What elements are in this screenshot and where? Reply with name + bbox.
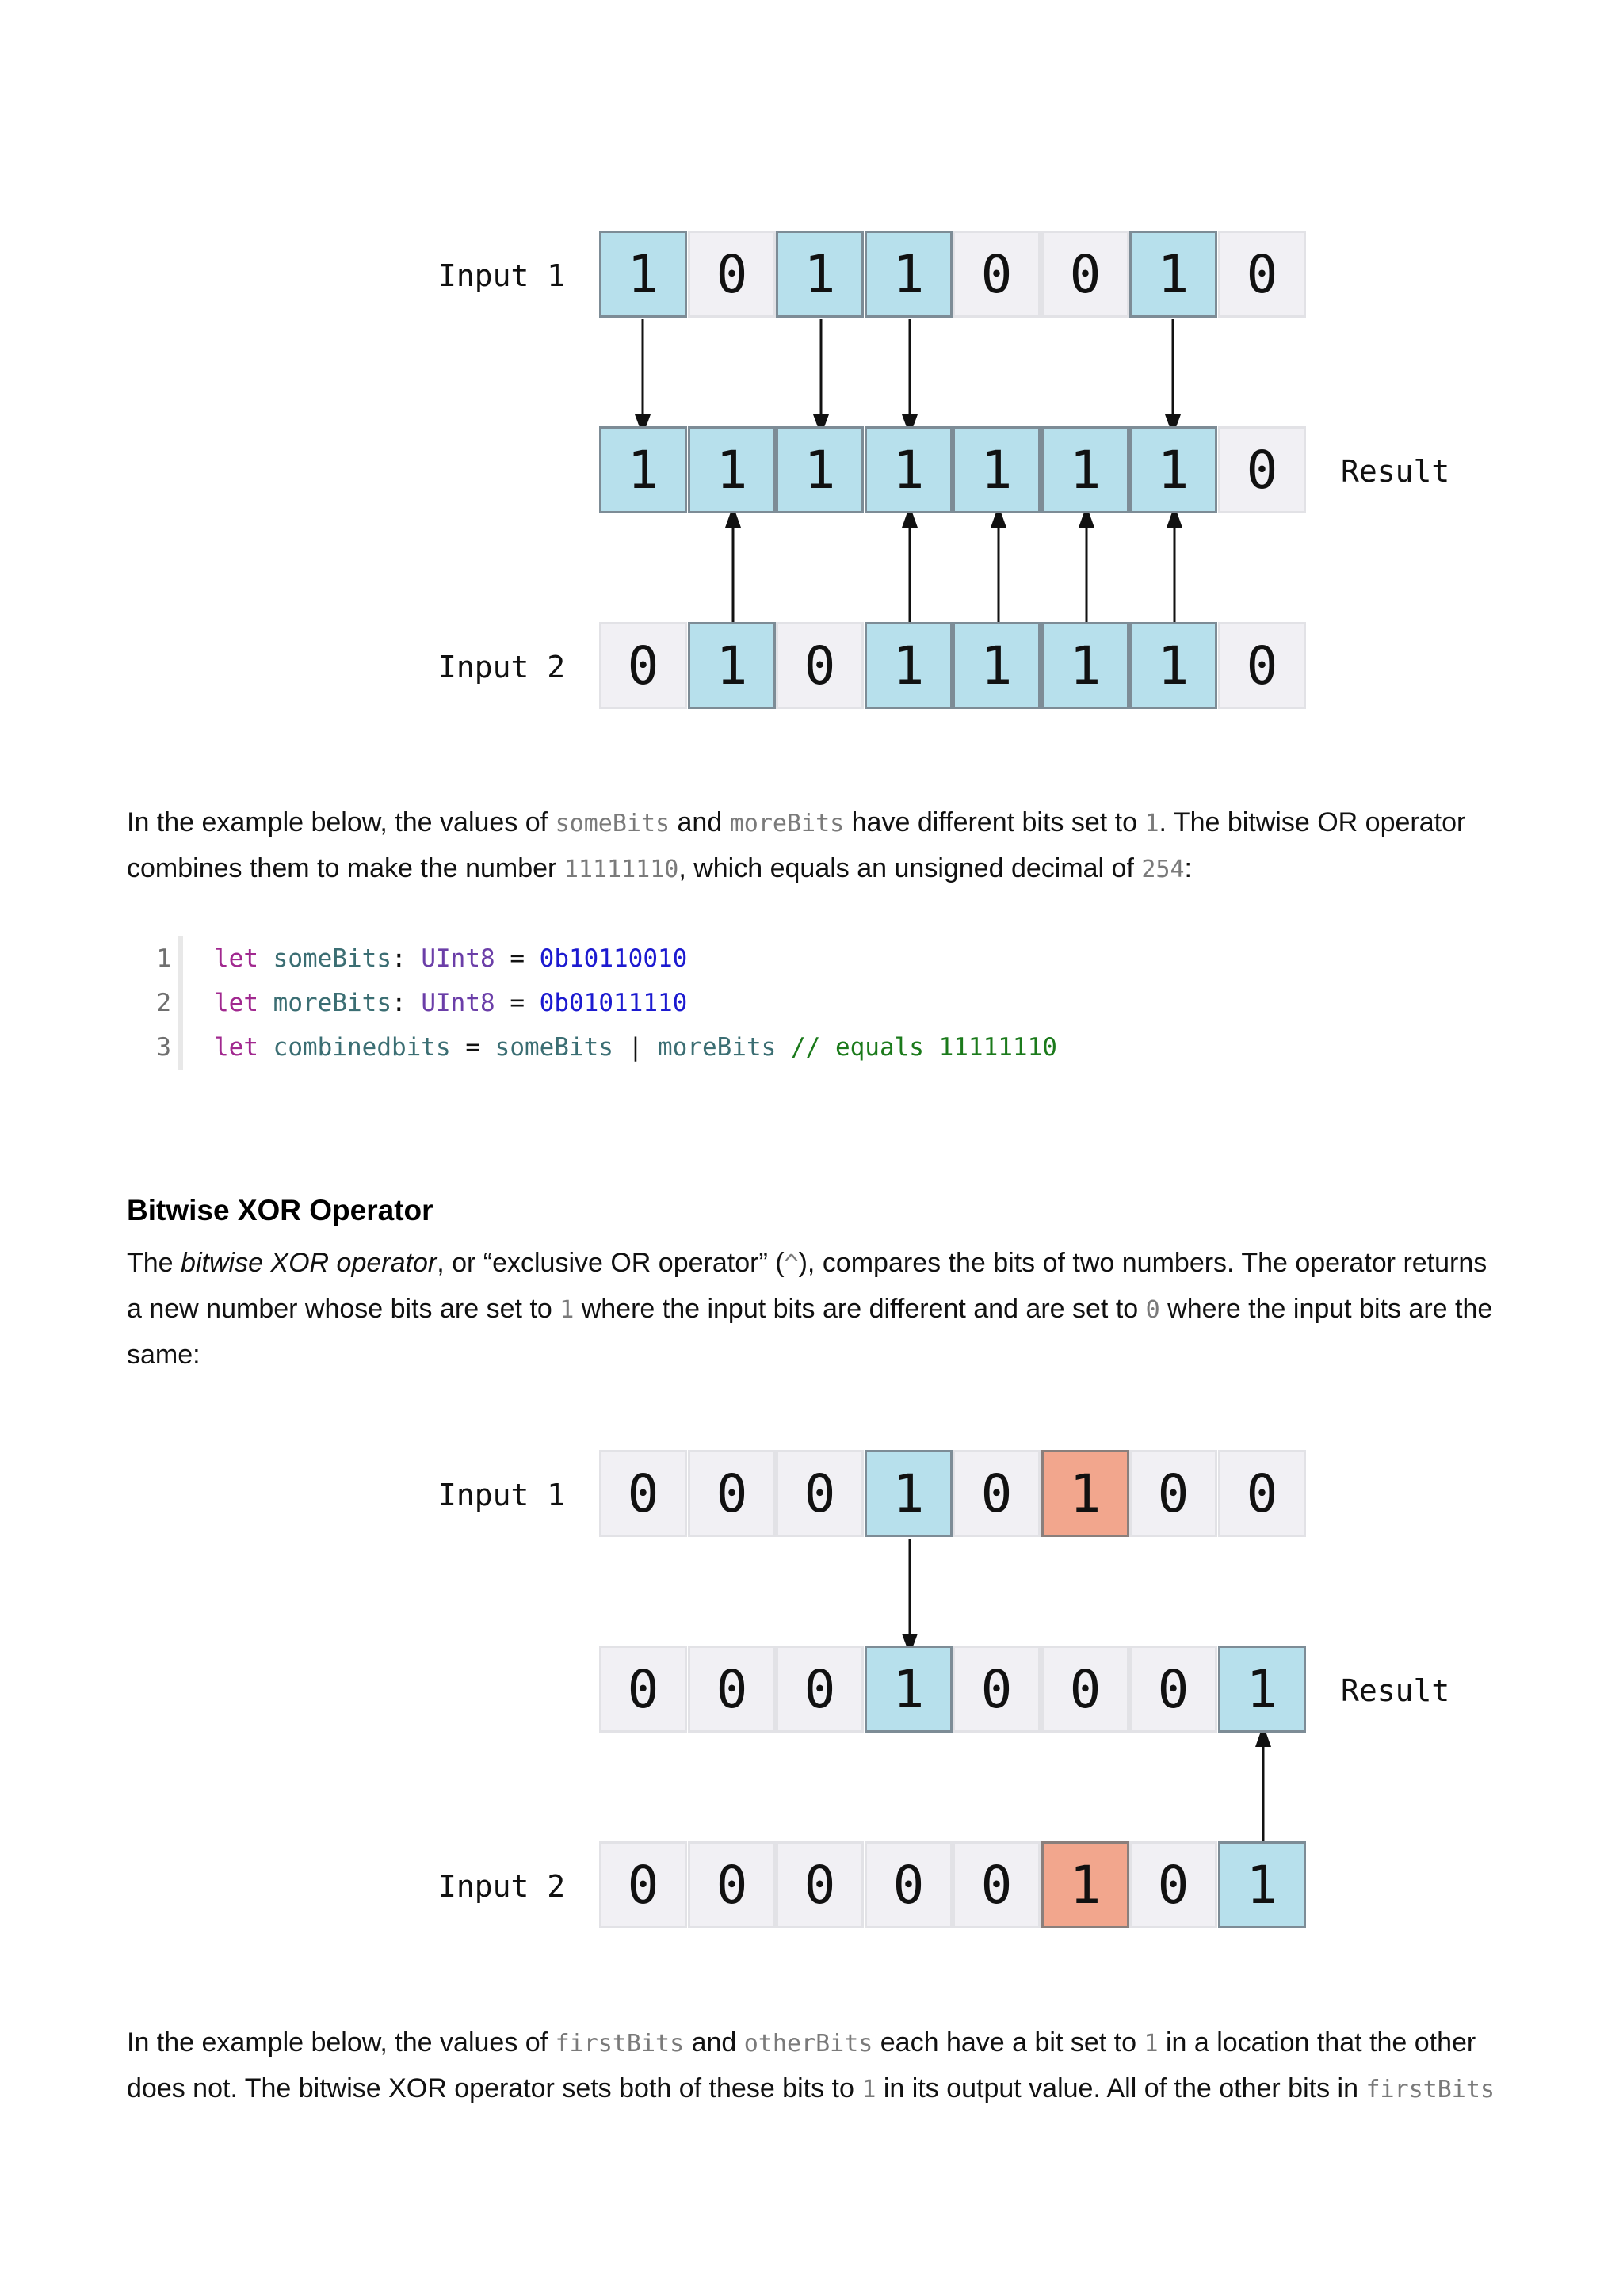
line-number: 3 — [156, 1033, 171, 1062]
bit-cell: 1 — [776, 426, 864, 513]
bit-cell: 1 — [1129, 426, 1217, 513]
text: The — [127, 1248, 181, 1278]
bit-cell: 1 — [865, 231, 953, 318]
bit-cell: 1 — [1041, 622, 1129, 709]
bit-cell: 1 — [1129, 622, 1217, 709]
inline-code: 11111110 — [563, 856, 679, 883]
bit-cell: 0 — [953, 1450, 1041, 1537]
bit-cell: 1 — [1041, 1841, 1129, 1928]
text: : — [1184, 853, 1192, 883]
code-comment: // equals 11111110 — [790, 1033, 1057, 1062]
operator: = — [510, 944, 525, 973]
inline-code: 1 — [1144, 810, 1159, 837]
bit-cell: 1 — [953, 622, 1041, 709]
inline-code: someBits — [555, 810, 670, 837]
bit-cell: 0 — [953, 231, 1041, 318]
bit-cell: 0 — [688, 1841, 776, 1928]
identifier: someBits — [495, 1033, 613, 1062]
bit-cell: 0 — [953, 1841, 1041, 1928]
operator: = — [465, 1033, 480, 1062]
bit-cell: 0 — [1129, 1646, 1217, 1733]
result-label: Result — [1341, 1673, 1450, 1708]
number-literal: 0b01011110 — [539, 989, 688, 1017]
code-block — [143, 936, 1331, 1070]
emphasis: bitwise XOR operator — [181, 1248, 437, 1278]
input1-label: Input 1 — [438, 1478, 566, 1512]
text: where the input bits are different and are set to — [574, 1294, 1146, 1324]
text: in its output value. All of the other bits in — [876, 2073, 1366, 2103]
text: and — [670, 807, 730, 837]
bit-cell: 0 — [599, 1841, 687, 1928]
inline-code: 0 — [1145, 1296, 1160, 1324]
punctuation: : — [391, 944, 407, 973]
input2-label: Input 2 — [438, 1869, 566, 1904]
result-label: Result — [1341, 454, 1450, 489]
bit-cell: 0 — [1218, 1450, 1306, 1537]
bit-cell: 0 — [865, 1841, 953, 1928]
bit-cell: 0 — [1218, 426, 1306, 513]
bit-cell: 0 — [776, 622, 864, 709]
keyword: let — [214, 989, 258, 1017]
bit-cell: 0 — [776, 1450, 864, 1537]
xor-example-paragraph — [127, 2020, 1506, 2112]
input1-label: Input 1 — [438, 258, 566, 293]
bit-cell: 1 — [953, 426, 1041, 513]
bitwise-xor-diagram — [0, 1433, 1623, 1924]
text: ), compares the bits of two numbers. The operator returns a new number whose bits are set to — [127, 1248, 1487, 1324]
bit-cell: 1 — [1218, 1841, 1306, 1928]
text: in a location that the other does not. The bitwise XOR operator sets both of these bits to — [127, 2027, 1476, 2103]
inline-code: 254 — [1141, 856, 1185, 883]
text: , or “exclusive OR operator” ( — [437, 1248, 785, 1278]
punctuation: : — [391, 989, 407, 1017]
inline-code: 1 — [559, 1296, 575, 1324]
line-number: 2 — [156, 989, 171, 1017]
text: each have a bit set to — [873, 2027, 1144, 2058]
identifier: moreBits — [657, 1033, 777, 1062]
bit-cell: 0 — [688, 231, 776, 318]
inline-code: 1 — [861, 2076, 876, 2103]
keyword: let — [214, 944, 258, 973]
inline-code: otherBits — [743, 2030, 873, 2058]
bit-cell: 1 — [599, 426, 687, 513]
text: In the example below, the values of — [127, 2027, 556, 2058]
identifier: combinedbits — [273, 1033, 451, 1062]
type-name: UInt8 — [421, 944, 495, 973]
bit-cell: 0 — [776, 1841, 864, 1928]
inline-code: moreBits — [729, 810, 845, 837]
bit-cell: 1 — [688, 426, 776, 513]
bit-cell: 1 — [865, 426, 953, 513]
text: , which equals an unsigned decimal of — [678, 853, 1142, 883]
bit-cell: 1 — [1129, 231, 1217, 318]
keyword: let — [214, 1033, 258, 1062]
bit-cell: 1 — [865, 622, 953, 709]
text: In the example below, the values of — [127, 807, 556, 837]
bit-cell: 0 — [1041, 231, 1129, 318]
bit-cell: 0 — [688, 1450, 776, 1537]
text: where the input bits are the same: — [127, 1294, 1493, 1370]
bit-cell: 0 — [688, 1646, 776, 1733]
bit-cell: 0 — [1041, 1646, 1129, 1733]
bit-cell: 1 — [865, 1450, 953, 1537]
line-number: 1 — [156, 944, 171, 973]
bit-cell: 0 — [1129, 1841, 1217, 1928]
bit-cell: 0 — [953, 1646, 1041, 1733]
code-line — [143, 981, 1331, 1025]
bit-cell: 0 — [599, 622, 687, 709]
code-line — [143, 1025, 1331, 1070]
bitwise-or-diagram — [0, 214, 1623, 705]
bit-cell: 1 — [1218, 1646, 1306, 1733]
bit-cell: 0 — [776, 1646, 864, 1733]
bit-cell: 0 — [599, 1450, 687, 1537]
text: and — [684, 2027, 744, 2058]
identifier: moreBits — [273, 989, 391, 1017]
bit-cell: 1 — [776, 231, 864, 318]
operator: = — [510, 989, 525, 1017]
bit-cell: 1 — [1041, 1450, 1129, 1537]
text: . The bitwise OR operator combines them to make the number — [127, 807, 1466, 883]
operator: | — [628, 1033, 643, 1062]
identifier: someBits — [273, 944, 391, 973]
bit-cell: 0 — [1129, 1450, 1217, 1537]
text: have different bits set to — [844, 807, 1145, 837]
inline-code: firstBits — [1365, 2076, 1495, 2103]
inline-code: 1 — [1144, 2030, 1159, 2058]
input2-label: Input 2 — [438, 650, 566, 685]
section-heading: Bitwise XOR Operator — [127, 1194, 433, 1226]
type-name: UInt8 — [421, 989, 495, 1017]
bit-cell: 1 — [599, 231, 687, 318]
bit-cell: 1 — [865, 1646, 953, 1733]
bit-cell: 1 — [688, 622, 776, 709]
bit-cell: 0 — [1218, 622, 1306, 709]
inline-code: firstBits — [555, 2030, 685, 2058]
number-literal: 0b10110010 — [539, 944, 688, 973]
xor-intro-paragraph — [127, 1241, 1506, 1377]
or-example-paragraph — [127, 800, 1506, 892]
code-line — [143, 936, 1331, 981]
bit-cell: 0 — [599, 1646, 687, 1733]
inline-code: ^ — [784, 1250, 799, 1278]
bit-cell: 1 — [1041, 426, 1129, 513]
bit-cell: 0 — [1218, 231, 1306, 318]
